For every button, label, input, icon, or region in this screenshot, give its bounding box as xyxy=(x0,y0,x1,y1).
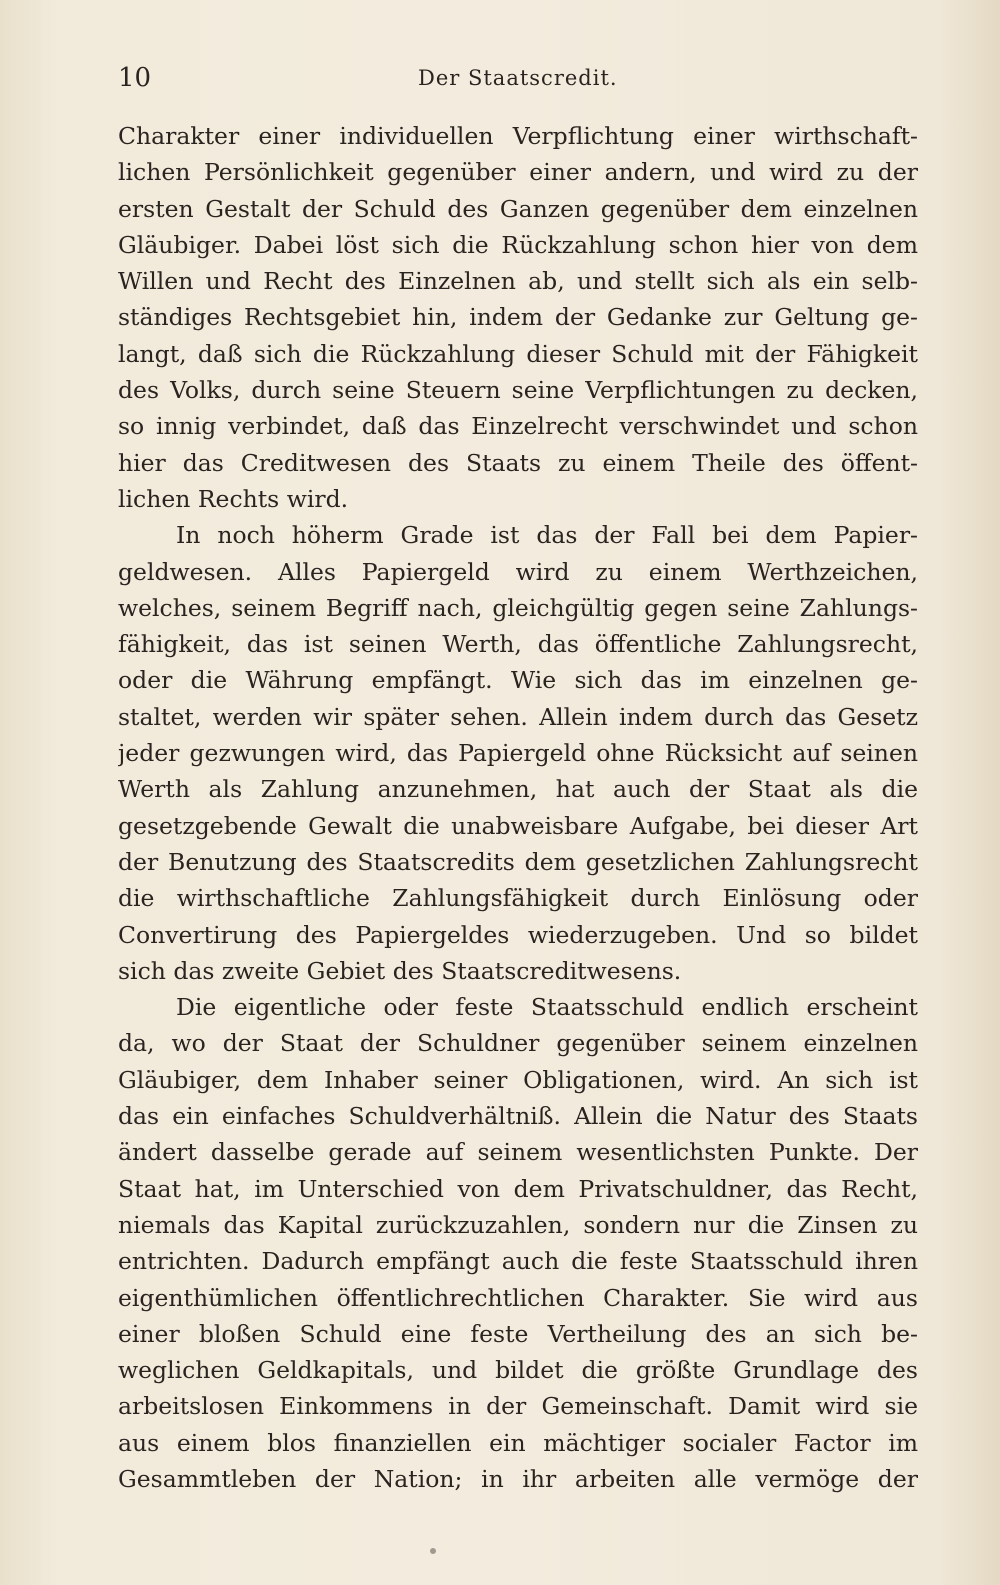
text-line: staltet, werden wir später sehen. Allein indem durch das Gesetz xyxy=(118,702,918,731)
text-line: lichen Persönlichkeit gegenüber einer andern, und wird zu der xyxy=(118,158,918,187)
text-line: die wirthschaftliche Zahlungsfähigkeit durch Einlösung oder xyxy=(118,884,918,913)
running-title: Der Staatscredit. xyxy=(418,66,618,90)
text-line: gesetzgebende Gewalt die unabweisbare Aufgabe, bei dieser Art xyxy=(118,811,918,840)
text-line: da, wo der Staat der Schuldner gegenüber seinem einzelnen xyxy=(118,1029,918,1058)
text-line-paragraph-start: Die eigentliche oder feste Staatsschuld endlich erscheint xyxy=(176,993,918,1022)
text-line: langt, daß sich die Rückzahlung dieser Schuld mit der Fähigkeit xyxy=(118,339,918,368)
text-line: ersten Gestalt der Schuld des Ganzen gegenüber dem einzelnen xyxy=(118,194,918,223)
text-line: fähigkeit, das ist seinen Werth, das öffentliche Zahlungsrecht, xyxy=(118,630,918,659)
text-line: arbeitslosen Einkommens in der Gemeinschaft. Damit wird sie xyxy=(118,1392,918,1421)
text-line: hier das Creditwesen des Staats zu einem Theile des öffent- xyxy=(118,448,918,477)
text-line: niemals das Kapital zurückzuzahlen, sondern nur die Zinsen zu xyxy=(118,1210,918,1239)
text-line: geldwesen. Alles Papiergeld wird zu einem Werthzeichen, xyxy=(118,557,918,586)
text-line: Werth als Zahlung anzunehmen, hat auch der Staat als die xyxy=(118,775,918,804)
text-line: sich das zweite Gebiet des Staatscreditwesens. xyxy=(118,956,682,985)
text-line: Gläubiger. Dabei löst sich die Rückzahlung schon hier von dem xyxy=(118,230,918,259)
text-line: Willen und Recht des Einzelnen ab, und stellt sich als ein selb- xyxy=(118,267,918,296)
paper-speck xyxy=(430,1548,436,1554)
text-line: oder die Währung empfängt. Wie sich das im einzelnen ge- xyxy=(118,666,918,695)
text-line: Gesammtleben der Nation; in ihr arbeiten alle vermöge der xyxy=(118,1464,918,1493)
body-text xyxy=(118,118,918,1497)
text-line: Staat hat, im Unterschied von dem Privatschuldner, das Recht, xyxy=(118,1174,918,1203)
text-line: Gläubiger, dem Inhaber seiner Obligationen, wird. An sich ist xyxy=(118,1065,918,1094)
text-line: so innig verbindet, daß das Einzelrecht verschwindet und schon xyxy=(118,412,918,441)
text-line-paragraph-start: In noch höherm Grade ist das der Fall bei dem Papier- xyxy=(176,521,918,550)
text-line: ständiges Rechtsgebiet hin, indem der Gedanke zur Geltung ge- xyxy=(118,303,918,332)
text-line: jeder gezwungen wird, das Papiergeld ohne Rücksicht auf seinen xyxy=(118,739,918,768)
text-line: einer bloßen Schuld eine feste Vertheilung des an sich be- xyxy=(118,1319,918,1348)
text-line: des Volks, durch seine Steuern seine Verpflichtungen zu decken, xyxy=(118,376,918,405)
page-number: 10 xyxy=(118,63,152,93)
text-line: Charakter einer individuellen Verpflichtung einer wirthschaft- xyxy=(118,122,918,150)
text-line: das ein einfaches Schuldverhältniß. Allein die Natur des Staats xyxy=(118,1102,918,1131)
text-line: entrichten. Dadurch empfängt auch die feste Staatsschuld ihren xyxy=(118,1247,918,1276)
page-header xyxy=(118,58,918,98)
text-line: weglichen Geldkapitals, und bildet die größte Grundlage des xyxy=(118,1356,918,1385)
text-line: eigenthümlichen öffentlichrechtlichen Charakter. Sie wird aus xyxy=(118,1283,918,1312)
text-line: Convertirung des Papiergeldes wiederzugeben. Und so bildet xyxy=(118,920,918,949)
text-line: welches, seinem Begriff nach, gleichgültig gegen seine Zahlungs- xyxy=(118,593,918,622)
text-line: lichen Rechts wird. xyxy=(118,484,349,513)
text-line: aus einem blos finanziellen ein mächtiger socialer Factor im xyxy=(118,1428,918,1457)
text-line: ändert dasselbe gerade auf seinem wesentlichsten Punkte. Der xyxy=(118,1138,918,1167)
text-line: der Benutzung des Staatscredits dem gesetzlichen Zahlungsrecht xyxy=(118,847,918,876)
